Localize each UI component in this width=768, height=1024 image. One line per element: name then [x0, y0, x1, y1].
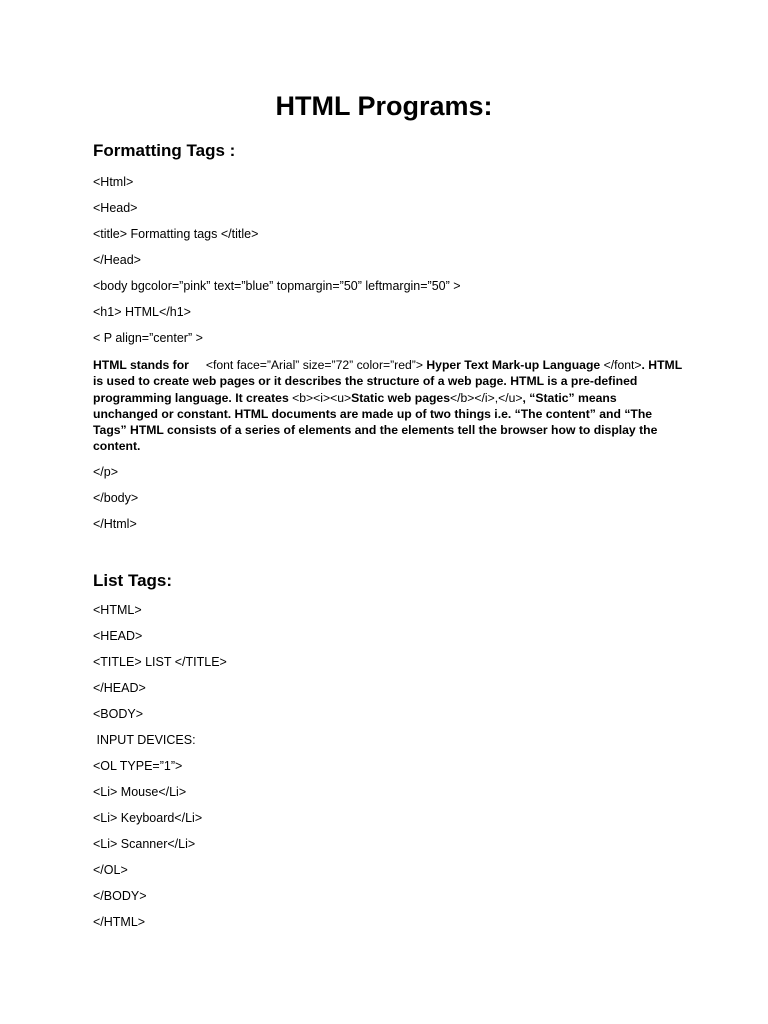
code-line: INPUT DEVICES:: [93, 733, 196, 747]
code-line: <title> Formatting tags </title>: [93, 227, 259, 241]
code-line: <Li> Keyboard</Li>: [93, 811, 203, 825]
paragraph-code: </b></i>,</u>: [449, 390, 523, 405]
code-line: <body bgcolor=”pink” text=”blue” topmargin=”50” leftmargin=”50” >: [93, 279, 461, 293]
paragraph-code: </font>: [600, 358, 642, 372]
code-line: <HEAD>: [93, 629, 143, 643]
page-title: HTML Programs:: [275, 91, 493, 121]
code-line: </Head>: [93, 253, 141, 267]
code-line: </HTML>: [93, 915, 146, 929]
code-line: </body>: [93, 491, 139, 505]
code-line: <Li> Mouse</Li>: [93, 785, 187, 799]
code-line: <OL TYPE=”1”>: [93, 759, 183, 773]
code-line: <BODY>: [93, 707, 144, 721]
paragraph-text: , “Static” means unchanged or constant. HTML documents are made up of two things i.e. “The content” and “The Tags” HTML consists of a series of elements and the elements tell the browser how to display the content.: [93, 390, 658, 454]
paragraph-text: . HTML is used to create web pages or it describes the structure of a web page. HTML is a pre-defined programming language. It creates: [93, 358, 682, 405]
paragraph-text: HTML stands for: [93, 358, 189, 372]
code-line: </Html>: [93, 517, 137, 531]
code-line: <HTML>: [93, 603, 142, 617]
code-line: </OL>: [93, 863, 128, 877]
code-line: < P align=”center” >: [93, 331, 203, 345]
code-line: <TITLE> LIST </TITLE>: [93, 655, 227, 669]
formatting-tags-heading: Formatting Tags :: [93, 141, 236, 160]
code-line: </BODY>: [93, 889, 147, 903]
list-tags-heading: List Tags:: [93, 571, 173, 590]
code-line: <Head>: [93, 201, 138, 215]
paragraph-text: Static web pages: [351, 390, 450, 405]
code-line: </p>: [93, 465, 119, 479]
code-line: </HEAD>: [93, 681, 146, 695]
html-description-paragraph: [93, 357, 683, 455]
paragraph-text: Hyper Text Mark-up Language: [426, 358, 601, 372]
code-line: <Li> Scanner</Li>: [93, 837, 196, 851]
paragraph-code: <b><i><u>: [292, 390, 352, 405]
code-line: <h1> HTML</h1>: [93, 305, 191, 319]
paragraph-code: <font face=”Arial” size=”72” color=”red”>: [188, 358, 427, 372]
code-line: <Html>: [93, 175, 134, 189]
